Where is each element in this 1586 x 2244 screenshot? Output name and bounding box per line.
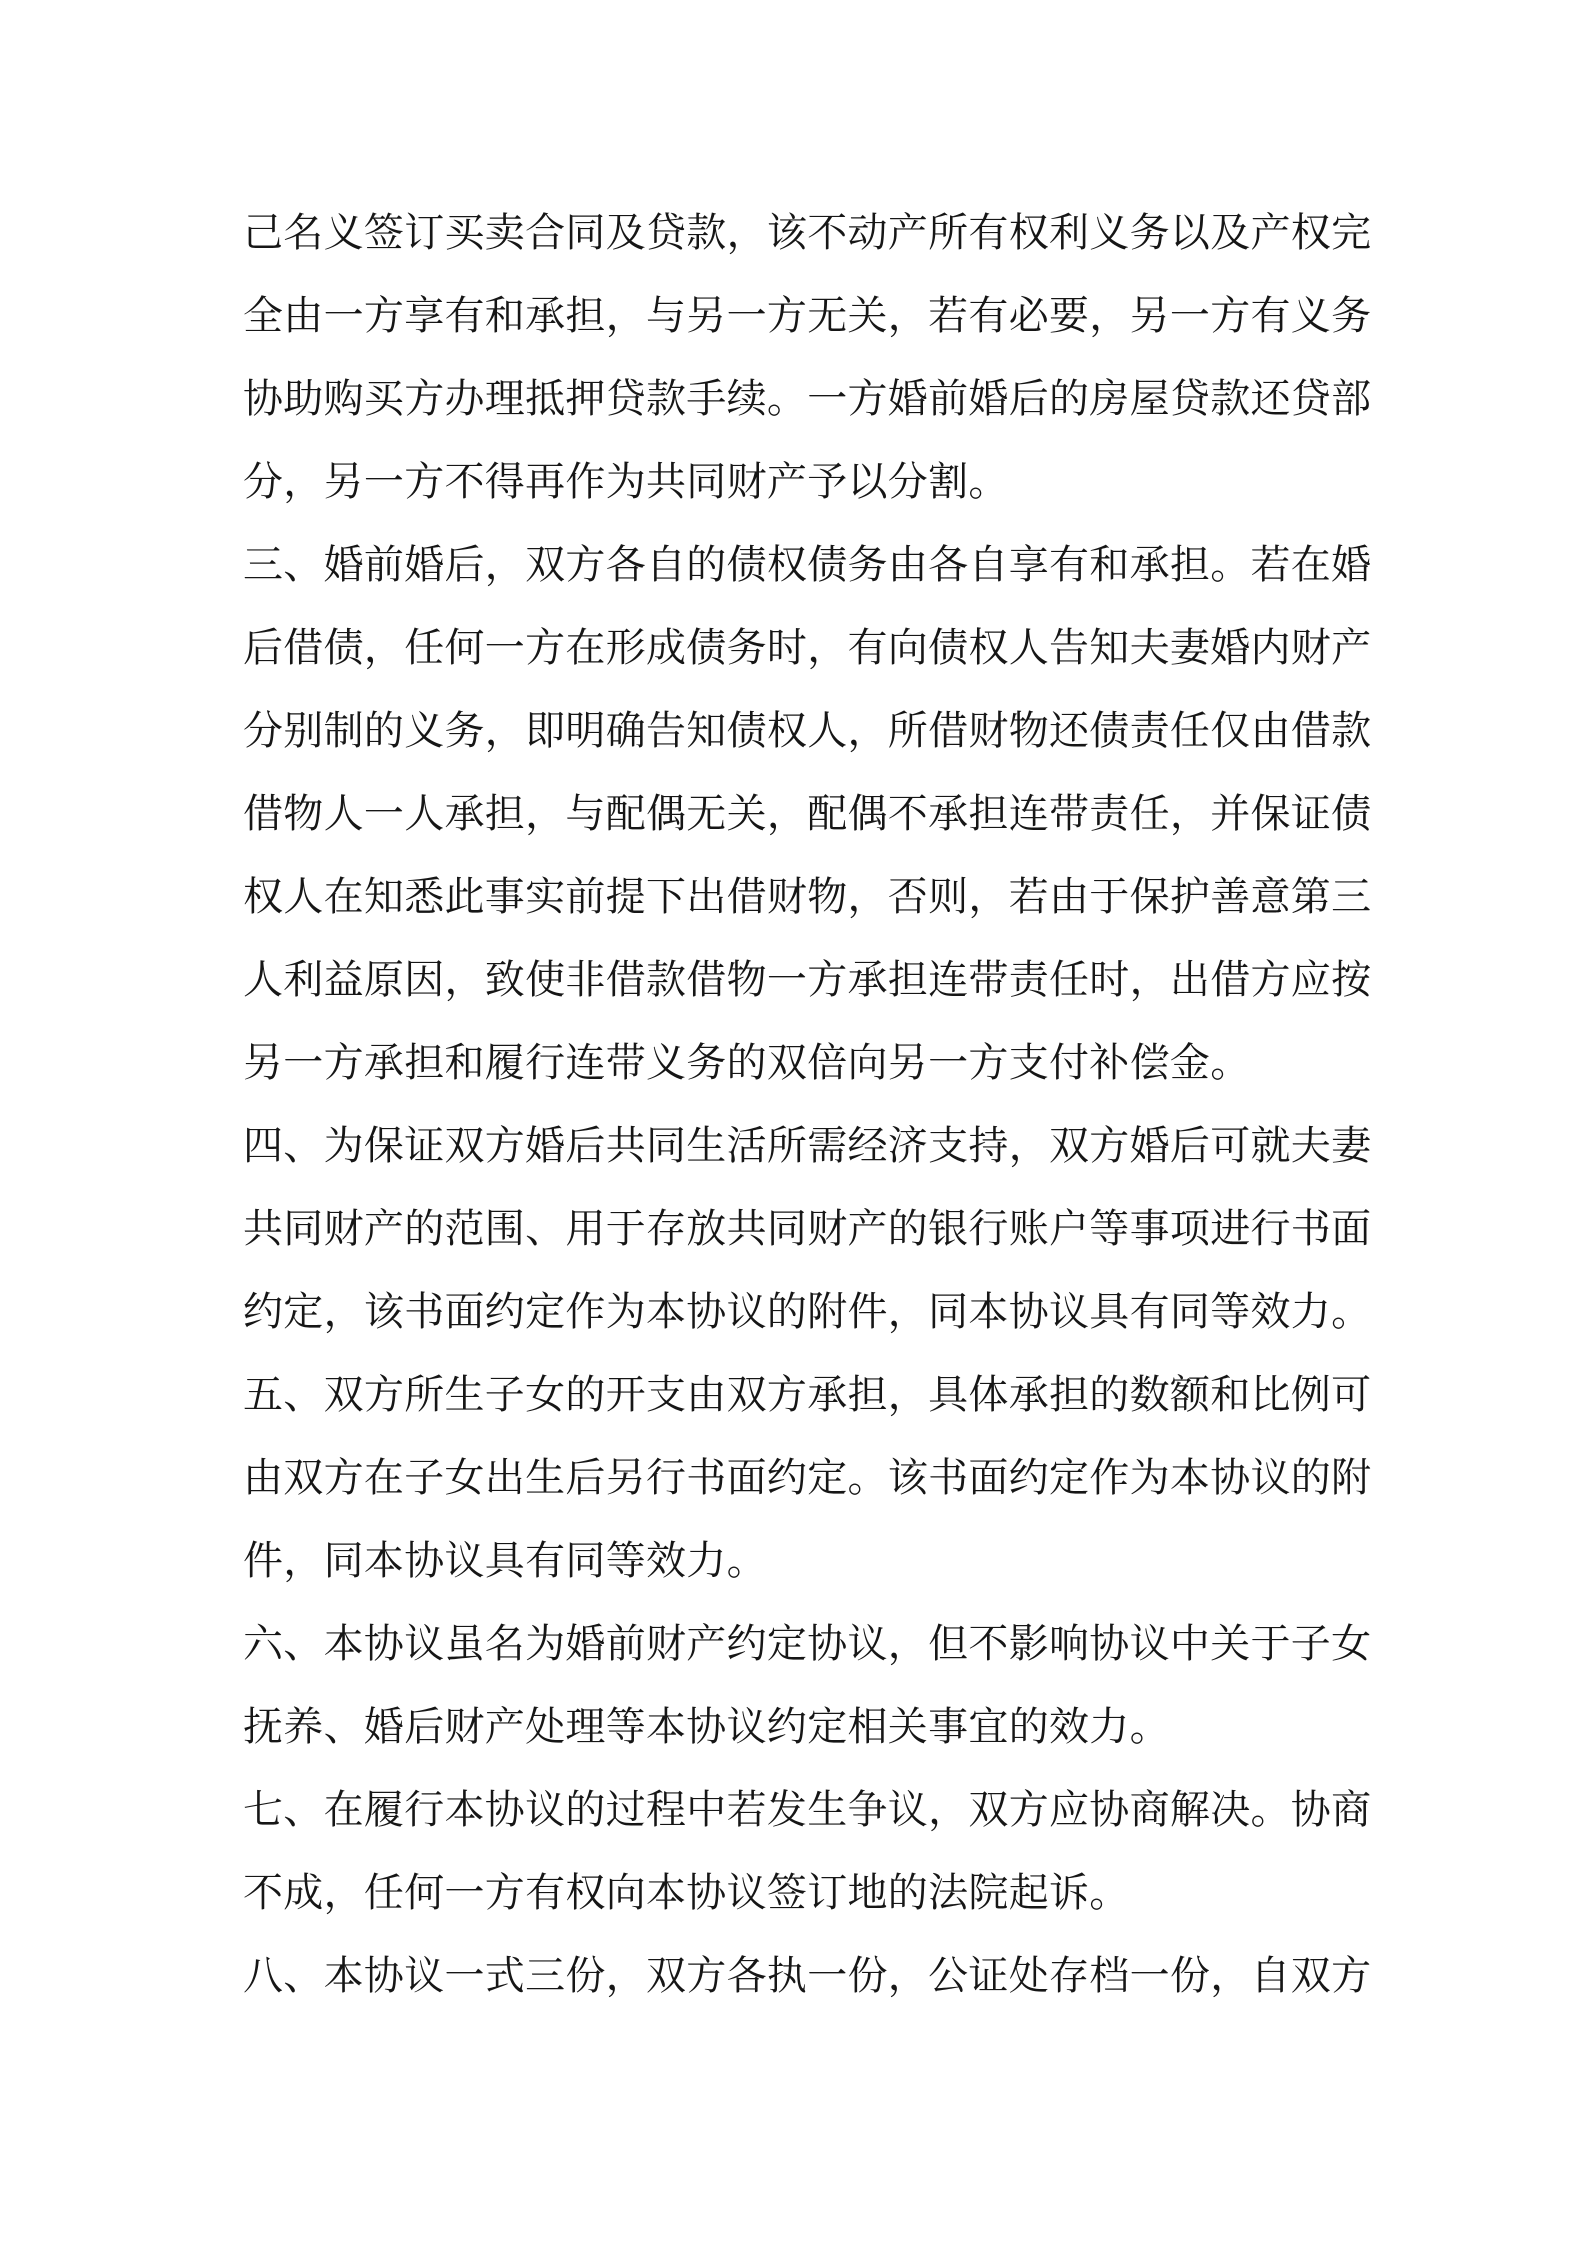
text-line: 权人在知悉此事实前提下出借财物，否则，若由于保护善意第三: [243, 874, 1372, 920]
text-line: 后借债，任何一方在形成债务时，有向债权人告知夫妻婚内财产: [243, 625, 1372, 671]
paragraph: [243, 524, 1372, 1105]
text-line: 抚养、婚后财产处理等本协议约定相关事宜的效力。: [243, 1704, 1170, 1750]
text-line: 由双方在子女出生后另行书面约定。该书面约定作为本协议的附: [243, 1455, 1372, 1501]
text-line: 人利益原因，致使非借款借物一方承担连带责任时，出借方应按: [243, 957, 1372, 1003]
text-line: 三、婚前婚后，双方各自的债权债务由各自享有和承担。若在婚: [243, 542, 1372, 588]
paragraph: [243, 1769, 1372, 1935]
text-line: 四、为保证双方婚后共同生活所需经济支持，双方婚后可就夫妻: [243, 1123, 1372, 1169]
text-line: 借物人一人承担，与配偶无关，配偶不承担连带责任，并保证债: [243, 791, 1372, 837]
paragraph: [243, 1603, 1372, 1769]
text-line: 件，同本协议具有同等效力。: [243, 1538, 767, 1584]
text-line: 分别制的义务，即明确告知债权人，所借财物还债责任仅由借款: [243, 708, 1372, 754]
text-line: 己名义签订买卖合同及贷款，该不动产所有权利义务以及产权完: [243, 210, 1372, 256]
text-line: 七、在履行本协议的过程中若发生争议，双方应协商解决。协商: [243, 1787, 1372, 1833]
agreement-text: [243, 192, 1372, 2018]
text-line: 全由一方享有和承担，与另一方无关，若有必要，另一方有义务: [243, 293, 1372, 339]
text-line: 六、本协议虽名为婚前财产约定协议，但不影响协议中关于子女: [243, 1621, 1372, 1667]
text-line: 不成，任何一方有权向本协议签订地的法院起诉。: [243, 1870, 1130, 1916]
paragraph: [243, 1935, 1372, 2018]
paragraph: [243, 1105, 1372, 1354]
text-line: 分，另一方不得再作为共同财产予以分割。: [243, 459, 1009, 505]
text-line: 五、双方所生子女的开支由双方承担，具体承担的数额和比例可: [243, 1372, 1372, 1418]
paragraph: [243, 192, 1372, 524]
text-line: 共同财产的范围、用于存放共同财产的银行账户等事项进行书面: [243, 1206, 1372, 1252]
text-line: 另一方承担和履行连带义务的双倍向另一方支付补偿金。: [243, 1040, 1251, 1086]
text-line: 八、本协议一式三份，双方各执一份，公证处存档一份，自双方: [243, 1953, 1372, 1999]
text-line: 约定，该书面约定作为本协议的附件，同本协议具有同等效力。: [243, 1289, 1372, 1335]
text-line: 协助购买方办理抵押贷款手续。一方婚前婚后的房屋贷款还贷部: [243, 376, 1372, 422]
paragraph: [243, 1354, 1372, 1603]
